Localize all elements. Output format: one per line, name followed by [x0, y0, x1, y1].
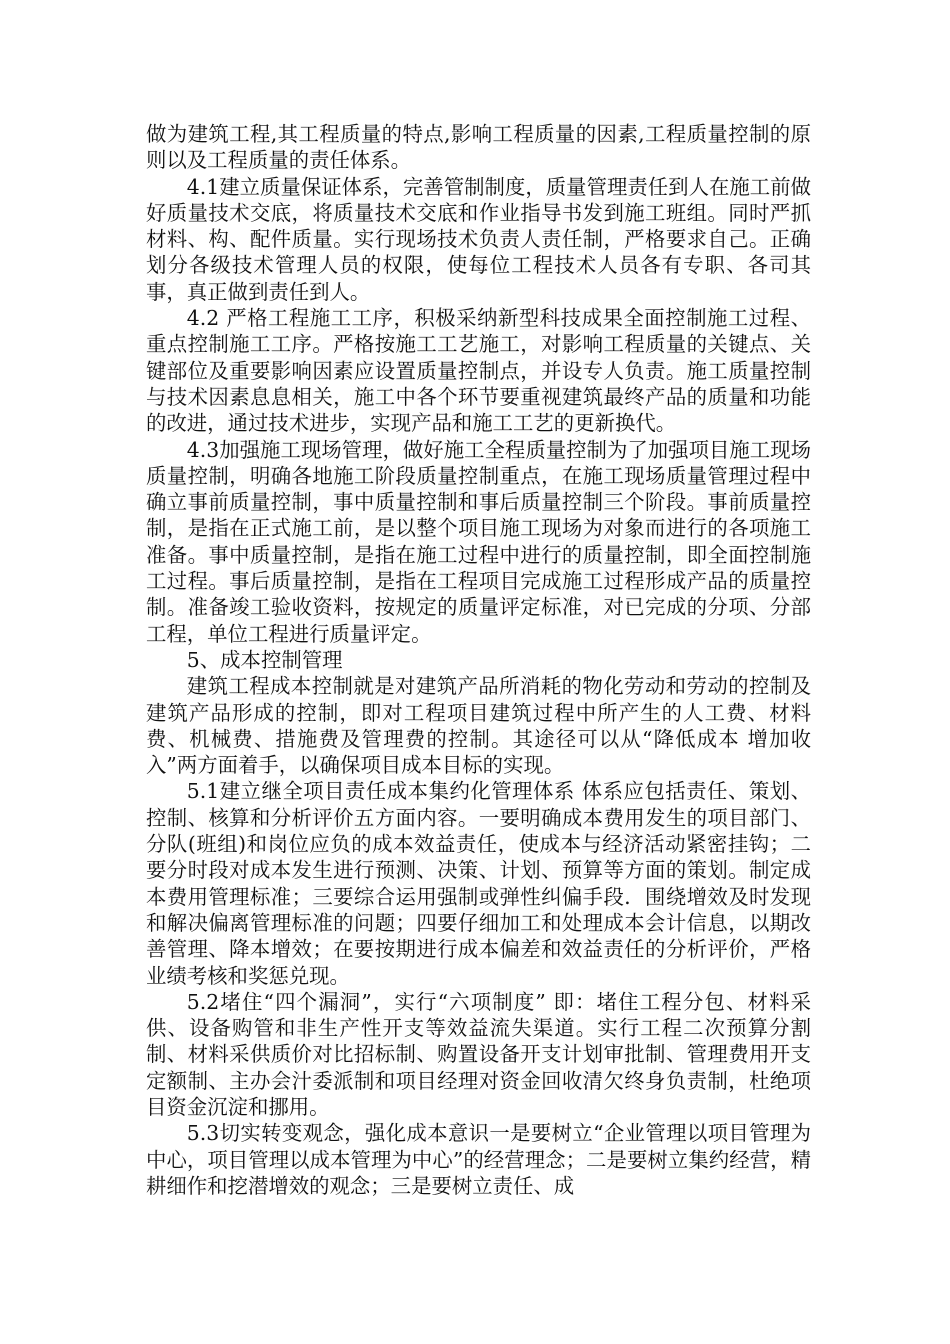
paragraph-section-5-2: 5.2堵住“四个漏洞”，实行“六项制度” 即：堵住工程分包、材料采供、设备购管和非生产性开支等效益流失渠道。实行工程二次预算分割制、材料采供质价对比招标制、购置设备开支计划审批制、管理费用开支定额制、主办会汁委派制和项目经理对资金回收清欠终身负责制，杜绝项目资金沉淀和挪用。: [146, 989, 811, 1119]
paragraph-cost-control-intro: 建筑工程成本控制就是对建筑产品所消耗的物化劳动和劳动的控制及建筑产品形成的控制，即对工程项目建筑过程中所产生的人工费、材料费、机械费、措施费及管理费的控制。其途径可以从“降低成本 增加收入”两方面着手，以确保项目成本目标的实现。: [146, 674, 811, 778]
paragraph-section-4-2: 4.2 严格工程施工工序，积极采纳新型科技成果全面控制施工过程、重点控制施工工序。严格按施工工艺施工，对影响工程质量的关键点、关键部位及重要影响因素应设置质量控制点，并设专人负责。施工质量控制与技术因素息息相关，施工中各个环节要重视建筑最终产品的质量和功能的改进，通过技术进步，实现产品和施工工艺的更新换代。: [146, 306, 811, 436]
section-heading-cost-control: 5、成本控制管理: [186, 647, 343, 672]
paragraph-section-5-1: 5.1建立继全项目责任成本集约化管理体系 体系应包括责任、策划、控制、核算和分析评价五方面内容。一要明确成本费用发生的项目部门、分队(班组)和岗位应负的成本效益责任，使成本与经济活动紧密挂钩；二要分时段对成本发生进行预测、决策、计划、预算等方面的策划。制定成本费用管理标准；三要综合运用强制或弹性纠偏手段．围绕增效及时发现和解决偏离管理标准的问题；四要仔细加工和处理成本会计信息，以期改善管理、降本增效；在要按期进行成本偏差和效益责任的分析评价，严格业绩考核和奖惩兑现。: [146, 779, 811, 988]
paragraph-section-4-1: 4.1建立质量保证体系，完善管制制度，质量管理责任到人在施工前做好质量技术交底，将质量技术交底和作业指导书发到施工班组。同时严抓材料、构、配件质量。实行现场技术负责人责任制，严格要求自己。正确划分各级技术管理人员的权限，使每位工程技术人员各有专职、各司其事，真正做到责任到人。: [146, 174, 811, 304]
document-body: [146, 121, 811, 1199]
paragraph-section-5-3: 5.3切实转变观念，强化成本意识一是要树立“企业管理以项目管理为中心，项目管理以成本管理为中心”的经营理念；二是要树立集约经营，精耕细作和挖潜增效的观念；三是要树立责任、成: [146, 1121, 811, 1198]
paragraph-quality-intro: 做为建筑工程,其工程质量的特点,影响工程质量的因素,工程质量控制的原则以及工程质量的责任体系。: [146, 122, 811, 173]
paragraph-section-4-3: 4.3加强施工现场管理，做好施工全程质量控制为了加强项目施工现场质量控制，明确各地施工阶段质量控制重点，在施工现场质量管理过程中确立事前质量控制，事中质量控制和事后质量控制三个阶段。事前质量控制，是指在正式施工前，是以整个项目施工现场为对象而进行的各项施工准备。事中质量控制，是指在施工过程中进行的质量控制，即全面控制施工过程。事后质量控制，是指在工程项目完成施工过程形成产品的质量控制。准备竣工验收资料，按规定的质量评定标准，对已完成的分项、分部工程，单位工程进行质量评定。: [146, 437, 811, 646]
